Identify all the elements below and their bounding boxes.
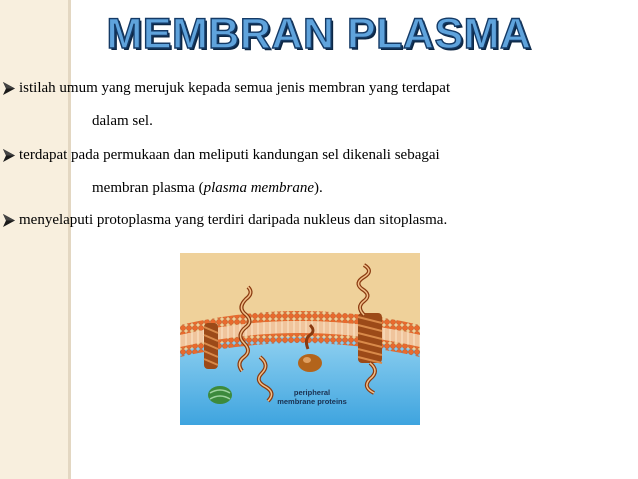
- slide-title: MEMBRAN PLASMA: [106, 10, 532, 58]
- bullet-1-line-2: dalam sel.: [92, 113, 153, 129]
- arrow-bullet-icon: [2, 81, 16, 96]
- bullet-2-italic-term: plasma membrane: [203, 180, 315, 196]
- left-band-edge: [68, 0, 71, 479]
- bullet-2-text: membran plasma (: [92, 180, 204, 196]
- left-decorative-band: [0, 0, 68, 479]
- green-peripheral-protein: [208, 386, 232, 404]
- figure-label-line-2: membrane proteins: [277, 397, 347, 406]
- arrow-bullet-icon: [2, 213, 16, 228]
- bullet-3-line-1: menyelaputi protoplasma yang terdiri daripada nukleus dan sitoplasma.: [19, 212, 448, 228]
- channel-protein-left: [204, 323, 218, 369]
- channel-protein-right: [358, 313, 382, 363]
- arrow-bullet-icon: [2, 148, 16, 163]
- bullet-2-text-end: ).: [314, 180, 323, 196]
- bullet-1-line-1: istilah umum yang merujuk kepada semua jenis membran yang terdapat: [19, 80, 451, 96]
- bullet-2-line-2: [92, 178, 323, 198]
- bullet-2-line-1: terdapat pada permukaan dan meliputi kandungan sel dikenali sebagai: [19, 147, 440, 163]
- membrane-illustration: [180, 253, 420, 425]
- figure-label-line-1: peripheral: [293, 388, 331, 397]
